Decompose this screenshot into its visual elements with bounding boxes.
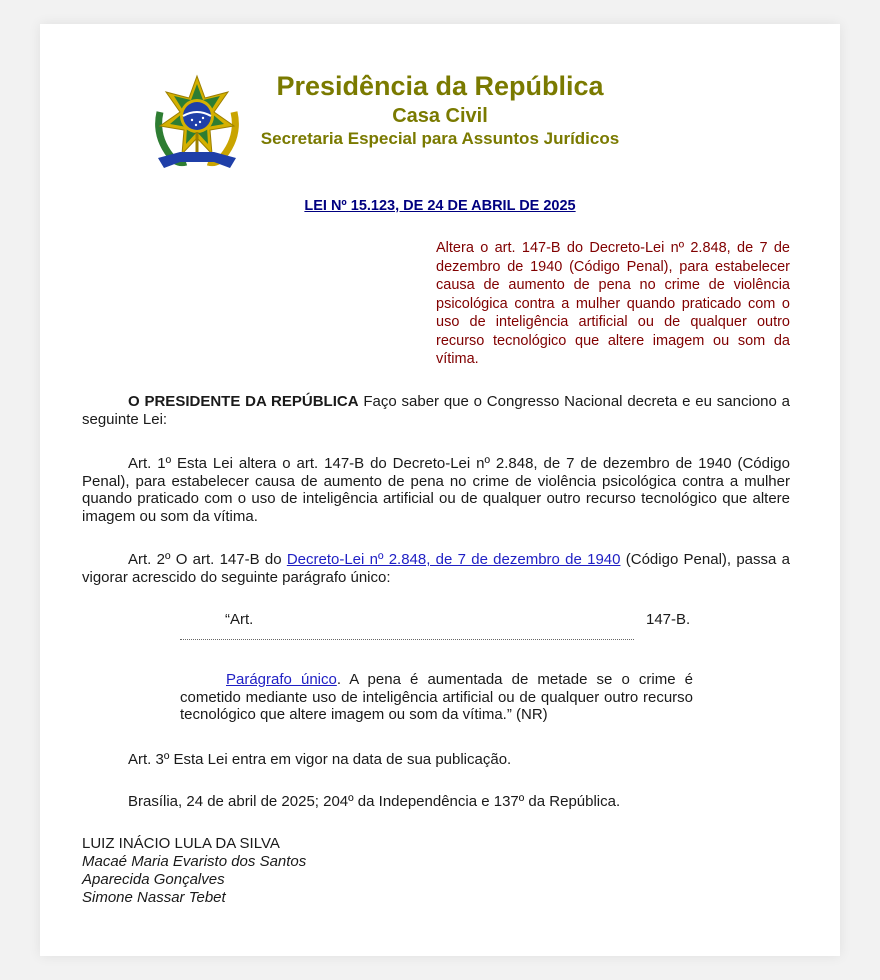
signatures [82, 835, 306, 907]
signature-minister: Simone Nassar Tebet [82, 889, 226, 906]
law-ementa: Altera o art. 147-B do Decreto-Lei nº 2.848, de 7 de dezembro de 1940 (Código Penal), para estabelecer causa de aumento de pena no crime de violência psicológica contra a mulher quando praticado com o uso de inteligência artificial ou de qualquer outro recurso tecnológico que altere imagem ou som da vítima. [436, 240, 790, 367]
article-2-pre: Art. 2º O art. 147-B do [128, 551, 287, 568]
document-page [40, 24, 840, 956]
place-date: Brasília, 24 de abril de 2025; 204º da Independência e 137º da República. [128, 793, 621, 810]
article-3: Art. 3º Esta Lei entra em vigor na data de sua publicação. [128, 751, 512, 768]
quoted-article-label: “Art. [225, 611, 254, 628]
coat-of-arms-brazil-icon [150, 72, 244, 174]
paragrafo-unico-link[interactable]: Parágrafo único [226, 671, 337, 688]
article-1: Art. 1º Esta Lei altera o art. 147-B do Decreto-Lei nº 2.848, de 7 de dezembro de 1940 (Código Penal), para estabelecer causa de aumento de pena no crime de violência psicológica contra a mulher quando praticado com o uso de inteligência artificial ou de qualquer outro recurso tecnológico que altere imagem ou som da vítima. [82, 455, 790, 525]
signature-president: LUIZ INÁCIO LULA DA SILVA [82, 835, 280, 852]
paragrafo-unico [180, 671, 693, 724]
dotted-divider [180, 634, 634, 640]
preamble-bold: O PRESIDENTE DA REPÚBLICA [128, 393, 359, 410]
signature-minister: Macaé Maria Evaristo dos Santos [82, 853, 307, 870]
paragrafo-unico-text: . A pena é aumentada de metade se o crime é cometido mediante uso de inteligência artificial ou de qualquer outro recurso tecnológico que altere imagem ou som da vítima.” (NR) [180, 671, 694, 723]
decreto-lei-link[interactable]: Decreto-Lei nº 2.848, de 7 de dezembro de 1940 [286, 551, 621, 568]
signature-minister: Aparecida Gonçalves [82, 871, 225, 888]
article-2-post: (Código Penal), passa a vigorar acrescido do seguinte parágrafo único: [82, 551, 790, 586]
header-title: Presidência da República [276, 71, 604, 101]
preamble [82, 393, 790, 428]
quoted-article-number: 147-B. [646, 611, 691, 628]
preamble-rest: Faço saber que o Congresso Nacional decreta e eu sanciono a seguinte Lei: [82, 393, 790, 428]
header-subtitle: Casa Civil [392, 105, 488, 127]
article-2 [82, 551, 790, 586]
header-department: Secretaria Especial para Assuntos Jurídicos [260, 129, 620, 148]
law-title-link[interactable]: LEI Nº 15.123, DE 24 DE ABRIL DE 2025 [304, 198, 576, 214]
